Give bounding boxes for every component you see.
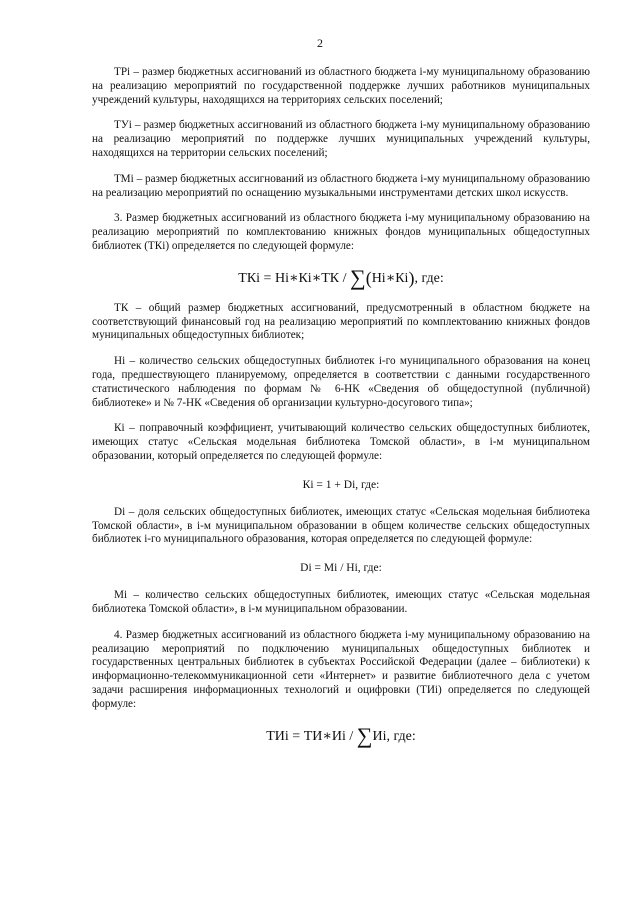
formula-tki-tail: , где: (414, 270, 444, 286)
formula-di: Di = Мi / Нi, где: (300, 562, 382, 575)
formula-tii (92, 724, 590, 750)
sum-symbol: ∑ (356, 722, 373, 748)
paragraph-ki: Кi – поправочный коэффициент, учитывающий количество сельских общедоступных библиотек, имеющих статус «Сельская модельная библиотека Томской области», в i-м муниципальном образовании, который определяется по следующей формуле: (92, 422, 590, 462)
paragraph-tpi: ТРi – размер бюджетных ассигнований из областного бюджета i-му муниципальному образованию на реализацию мероприятий по государственной поддержке лучших работников муниципальных учреждений культуры, находящихся на территориях сельских поселений; (92, 66, 590, 106)
formula-tki (92, 266, 590, 292)
formula-ki: Кi = 1 + Di, где: (302, 478, 380, 491)
formula-tii-lhs: ТИi = ТИ∗Иi / (266, 728, 357, 744)
paragraph-section-3: 3. Размер бюджетных ассигнований из областного бюджета i-му муниципальному образованию на реализацию мероприятий по комплектованию книжных фондов муниципальных общедоступных библиотек (ТКi) определяется по следующей формуле: (92, 212, 590, 252)
paragraph-tk: ТК – общий размер бюджетных ассигнований, предусмотренный в областном бюджете на соответствующий финансовый год на реализацию мероприятий по комплектованию книжных фондов муниципальных общедоступных библиотек; (92, 301, 590, 342)
paragraph-mi: Мi – количество сельских общедоступных библиотек, имеющих статус «Сельская модельная библиотека Томской области», в i-м муниципальном образовании. (92, 589, 590, 615)
close-paren: ) (408, 267, 415, 288)
paragraph-hi: Нi – количество сельских общедоступных библиотек i-го муниципального образования на конец года, предшествующего планируемому, определяется в соответствии с данными государственного статистического наблюдения по формам № 6-НК «Сведения об общедоступной (публичной) библиотеке» и № 7-НК «Сведения об организации культурно-досугового типа»; (92, 355, 590, 409)
document-body (92, 66, 590, 760)
paragraph-section-4: 4. Размер бюджетных ассигнований из областного бюджета i-му муниципальному образованию на реализацию мероприятий по подключению муниципальных общедоступных библиотек и государственных центральных библиотек в субъектах Российской Федерации (далее – библиотеки) к информационно-телекоммуникационной сети «Интернет» и развитие библиотечного дела с учетом задачи расширения информационных технологий и оцифровки (ТИi) определяется по следующей формуле: (92, 628, 590, 710)
formula-tki-lhs: ТКi = Нi∗Кi∗ТК / (238, 270, 350, 286)
formula-tki-inner: Нi∗Кi (371, 270, 409, 286)
paragraph-tmi: ТМi – размер бюджетных ассигнований из областного бюджета i-му муниципальному образованию на реализацию мероприятий по оснащению музыкальными инструментами детских школ искусств. (92, 172, 590, 199)
formula-tii-tail: Иi, где: (372, 728, 416, 744)
open-paren: ( (365, 267, 372, 288)
paragraph-tui: ТУi – размер бюджетных ассигнований из областного бюджета i-му муниципальному образованию на реализацию мероприятий по поддержке лучших муниципальных учреждений культуры, находящихся на территории сельских поселений; (92, 119, 590, 159)
sum-symbol: ∑ (350, 264, 366, 290)
page-number: 2 (317, 36, 323, 50)
paragraph-di: Di – доля сельских общедоступных библиотек, имеющих статус «Сельская модельная библиотека Томской области», в i-м муниципальном образовании в общем количестве сельских общедоступных библиотек i-го муниципального образования, которая определяется по следующей формуле: (92, 505, 590, 546)
